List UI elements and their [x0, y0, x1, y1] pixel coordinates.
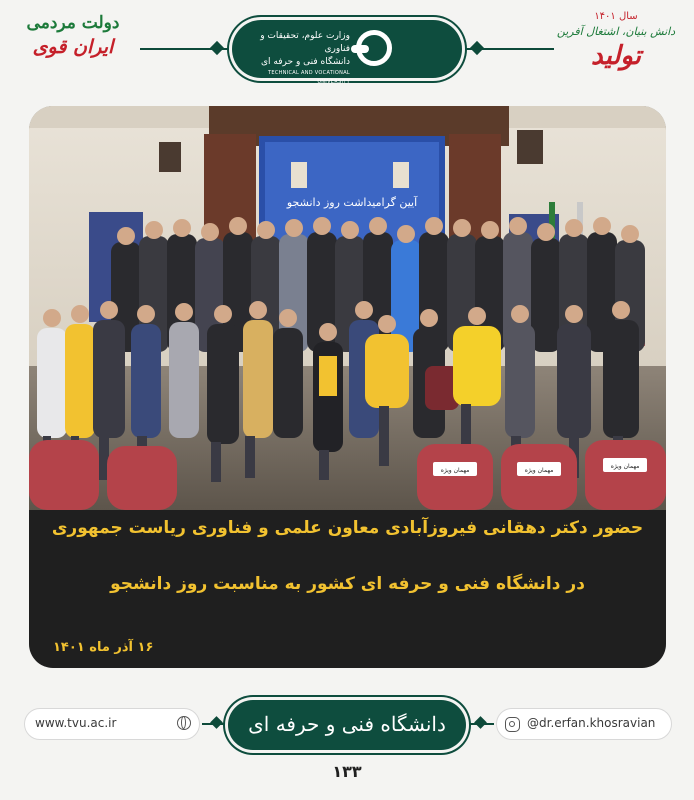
slogan-line1: دولت مردمی — [26, 13, 120, 33]
post-date: ۱۶ آذر ماه ۱۴۰۱ — [53, 640, 154, 655]
header-diamond-left — [210, 41, 224, 55]
banner-text: آیین گرامیداشت روز دانشجو — [286, 196, 418, 209]
website-link[interactable]: www.tvu.ac.ir — [35, 716, 117, 730]
page-number: ۱۳۳ — [332, 762, 362, 781]
headline-line1: حضور دکتر دهقانی فیروزآبادی معاون علمی و فناوری ریاست جمهوری — [51, 518, 644, 538]
post-card — [29, 106, 666, 668]
footer-university-name: دانشگاه فنی و حرفه ای — [248, 712, 446, 736]
government-slogan-logo — [18, 12, 128, 88]
year-slogan-logo — [556, 10, 676, 90]
header — [0, 0, 694, 100]
headline-line2: در دانشگاه فنی و حرفه ای کشور به مناسبت روز دانشجو — [110, 574, 585, 594]
university-logo-badge — [232, 20, 462, 85]
header-diamond-right — [470, 41, 484, 55]
footer-diamond-right — [474, 716, 487, 729]
slogan-line2: ایران قوی — [32, 36, 114, 58]
seat-label: مهمان ویژه — [610, 463, 640, 470]
university-name: دانشگاه فنی و حرفه ای — [261, 57, 350, 67]
instagram-handle[interactable]: @dr.erfan.khosravian — [527, 716, 656, 730]
footer — [0, 690, 694, 800]
globe-icon — [177, 716, 191, 730]
website-pill[interactable] — [24, 708, 200, 740]
year-slogan-title: تولید — [590, 41, 642, 71]
seat-label: مهمان ویژه — [524, 467, 554, 474]
university-english-name: TECHNICAL AND VOCATIONAL UNIVERSITY — [268, 70, 350, 85]
year-label: سال ۱۴۰۱ — [594, 11, 638, 22]
instagram-icon — [505, 717, 520, 732]
ministry-name: وزارت علوم، تحقیقات و فناوری — [260, 31, 350, 54]
group-photo — [29, 106, 666, 510]
seat-label: مهمان ویژه — [440, 467, 470, 474]
footer-university-badge — [228, 700, 466, 750]
instagram-pill[interactable] — [496, 708, 672, 740]
tvu-logo-icon — [356, 30, 392, 66]
year-slogan-subtitle: دانش بنیان، اشتغال آفرین — [556, 25, 676, 38]
footer-diamond-left — [210, 716, 223, 729]
